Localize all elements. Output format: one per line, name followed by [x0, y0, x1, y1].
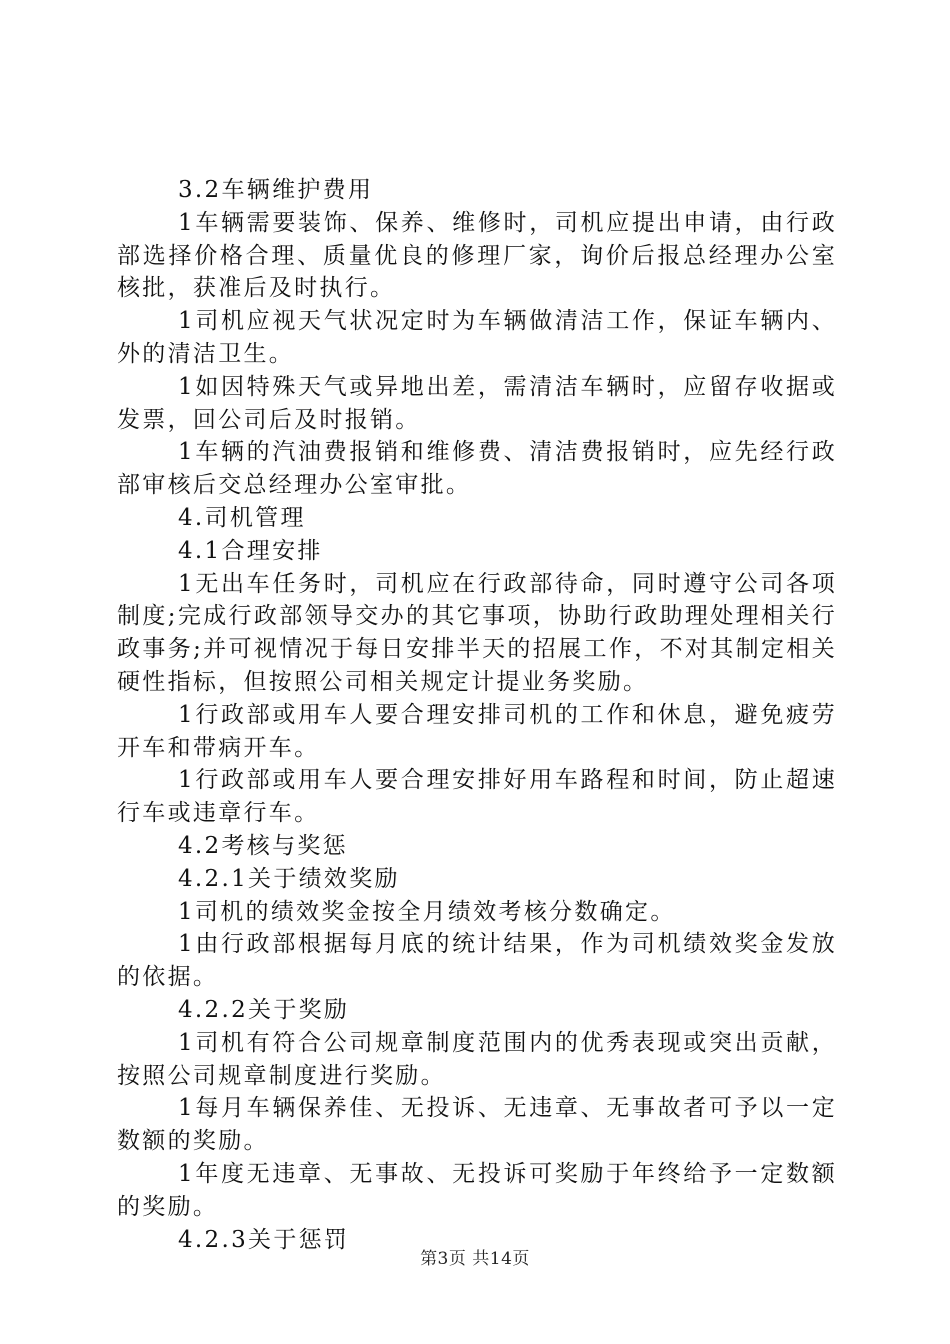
paragraph: 1每月车辆保养佳、无投诉、无违章、无事故者可予以一定数额的奖励。 [117, 1095, 837, 1155]
paragraph: 1由行政部根据每月底的统计结果，作为司机绩效奖金发放的依据。 [117, 931, 837, 991]
paragraph: 1行政部或用车人要合理安排司机的工作和休息，避免疲劳开车和带病开车。 [117, 701, 837, 761]
section-heading-4-2-2: 4.2.2关于奖励 [178, 996, 350, 1023]
paragraph: 1司机的绩效奖金按全月绩效考核分数确定。 [178, 898, 676, 925]
paragraph: 1车辆需要装饰、保养、维修时，司机应提出申请，由行政部选择价格合理、质量优良的修理厂家，询价后报总经理办公室核批，获准后及时执行。 [117, 209, 837, 302]
paragraph: 1司机应视天气状况定时为车辆做清洁工作，保证车辆内、外的清洁卫生。 [117, 308, 837, 367]
paragraph: 1年度无违章、无事故、无投诉可奖励于年终给予一定数额的奖励。 [117, 1160, 837, 1220]
section-heading-4-2-3: 4.2.3关于惩罚 [178, 1226, 350, 1253]
document-body [117, 174, 837, 1256]
paragraph: 1司机有符合公司规章制度范围内的优秀表现或突出贡献，按照公司规章制度进行奖励。 [117, 1029, 837, 1089]
section-heading-3-2: 3.2车辆维护费用 [178, 177, 374, 203]
page-footer: 第3页 共14页 [420, 1249, 530, 1269]
paragraph: 1车辆的汽油费报销和维修费、清洁费报销时，应先经行政部审核后交总经理办公室审批。 [117, 439, 837, 499]
section-heading-4-2: 4.2考核与奖惩 [178, 832, 348, 859]
paragraph: 1行政部或用车人要合理安排好用车路程和时间，防止超速行车或违章行车。 [117, 767, 837, 827]
paragraph: 1无出车任务时，司机应在行政部待命，同时遵守公司各项制度;完成行政部领导交办的其它事项，协助行政助理处理相关行政事务;并可视情况于每日安排半天的招展工作，不对其制定相关硬性指标，但按照公司相关规定计提业务奖励。 [117, 570, 837, 695]
section-heading-4: 4.司机管理 [178, 504, 306, 531]
section-heading-4-1: 4.1合理安排 [178, 537, 323, 564]
paragraph: 1如因特殊天气或异地出差，需清洁车辆时，应留存收据或发票，回公司后及时报销。 [117, 373, 837, 433]
section-heading-4-2-1: 4.2.1关于绩效奖励 [178, 865, 400, 892]
